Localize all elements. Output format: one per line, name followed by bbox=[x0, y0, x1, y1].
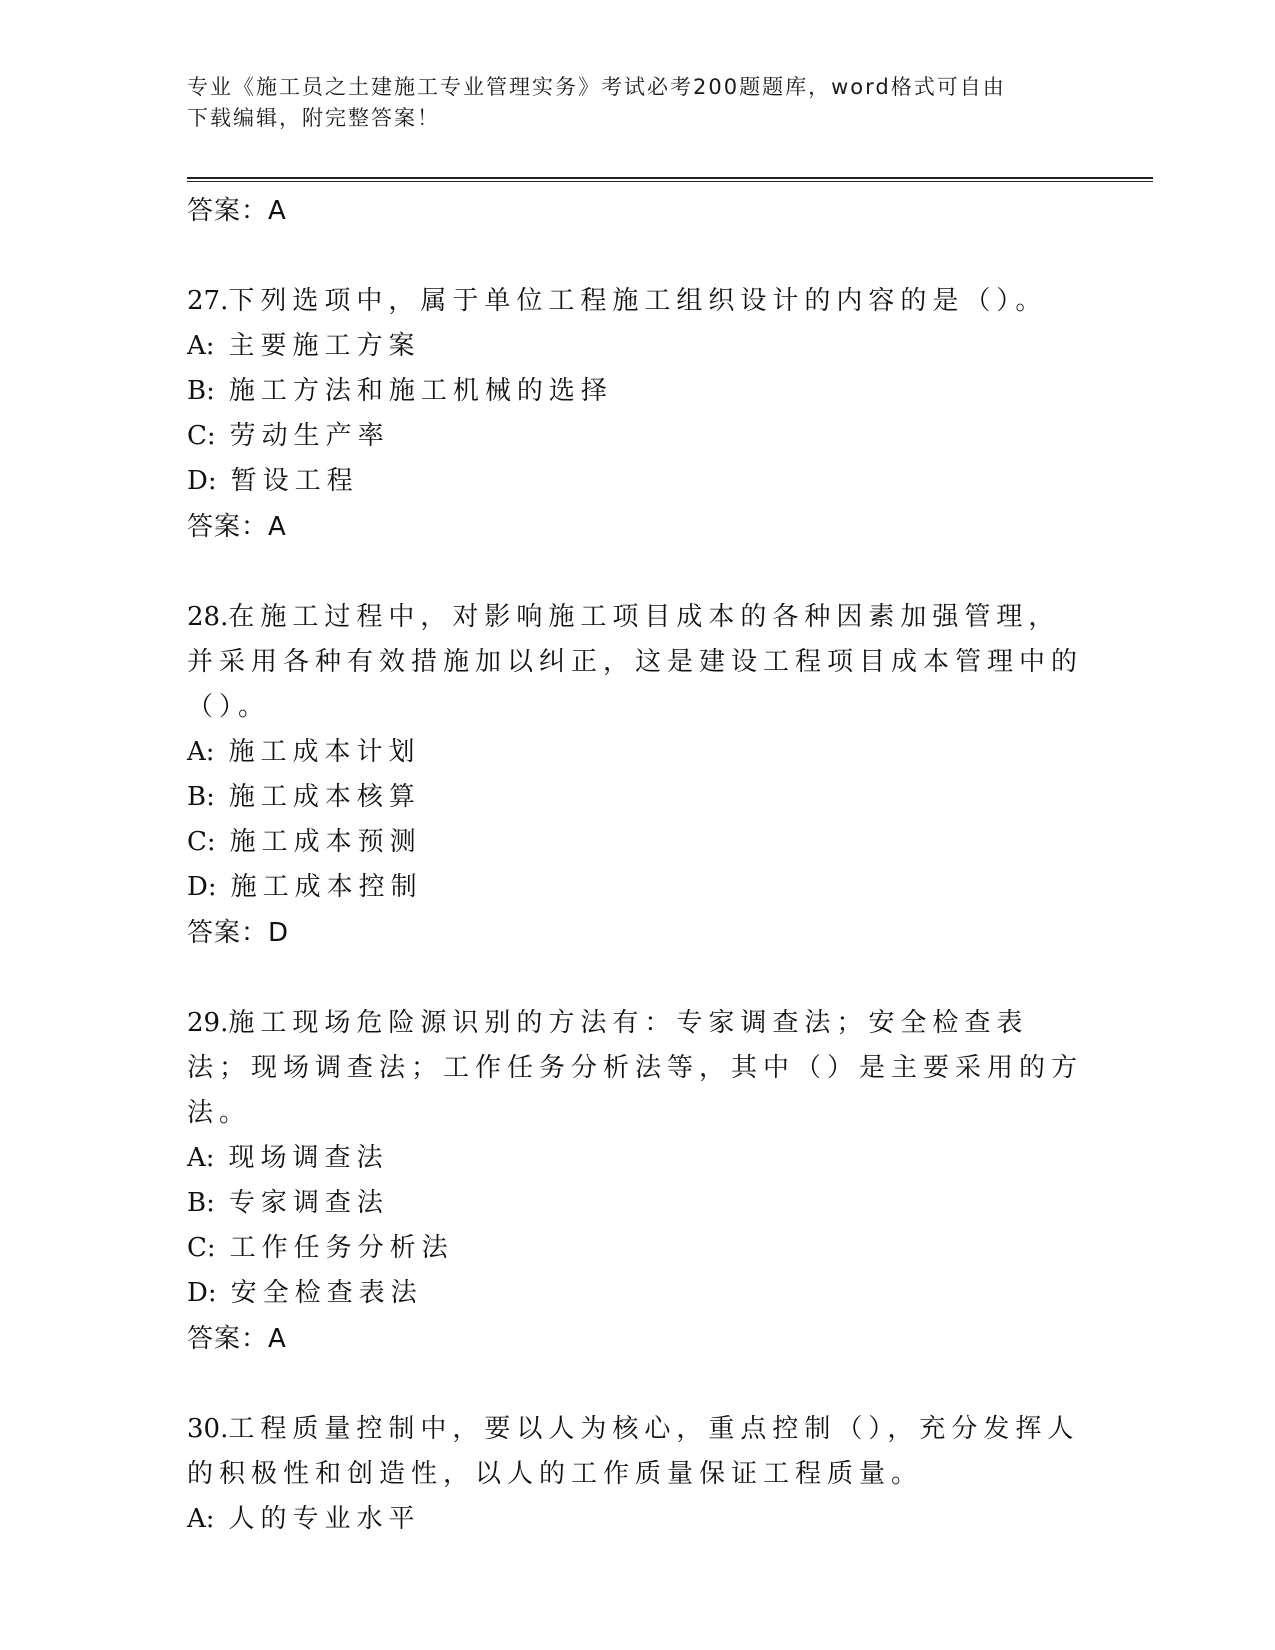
answer-value: A bbox=[268, 1324, 286, 1354]
option-c bbox=[187, 1226, 1087, 1271]
option-key: D bbox=[187, 872, 208, 902]
question-text bbox=[187, 279, 1087, 324]
option-text: 施工方法和施工机械的选择 bbox=[228, 376, 613, 406]
page-header bbox=[187, 72, 1087, 134]
option-separator: : bbox=[205, 1504, 215, 1534]
answer-value: D bbox=[268, 918, 289, 948]
option-separator: : bbox=[205, 737, 215, 767]
option-text: 劳动生产率 bbox=[229, 421, 390, 451]
option-key: D bbox=[187, 1278, 208, 1308]
option-text: 施工成本预测 bbox=[229, 827, 422, 857]
answer-label: 答案： bbox=[187, 1324, 269, 1354]
spacer bbox=[187, 550, 1087, 595]
question-stem: 工程质量控制中，要以人为核心，重点控制（），充分发挥人的积极性和创造性，以人的工作质量保证工程质量。 bbox=[187, 1414, 1080, 1489]
option-c bbox=[187, 820, 1087, 865]
question-stem: 施工现场危险源识别的方法有：专家调查法；安全检查表法；现场调查法；工作任务分析法等，其中（）是主要采用的方法。 bbox=[187, 1008, 1084, 1128]
option-key: C bbox=[187, 827, 207, 857]
option-d bbox=[187, 1271, 1087, 1316]
question-28 bbox=[187, 595, 1087, 956]
option-text: 施工成本计划 bbox=[228, 737, 421, 767]
question-text bbox=[187, 1001, 1087, 1136]
question-27 bbox=[187, 279, 1087, 550]
question-number: 27. bbox=[187, 286, 229, 316]
option-d bbox=[187, 865, 1087, 910]
answer-label: 答案： bbox=[187, 918, 269, 948]
answer-label: 答案： bbox=[187, 196, 269, 226]
question-29 bbox=[187, 1001, 1087, 1362]
option-separator: : bbox=[206, 782, 215, 812]
option-b bbox=[187, 775, 1087, 820]
option-key: B bbox=[187, 376, 207, 406]
option-separator: : bbox=[205, 1143, 215, 1173]
spacer bbox=[187, 234, 1087, 279]
option-a bbox=[187, 1497, 1087, 1542]
option-key: A bbox=[187, 737, 206, 767]
answer-line bbox=[187, 1316, 1087, 1362]
option-text: 暂设工程 bbox=[230, 466, 359, 496]
option-separator: : bbox=[206, 827, 216, 857]
option-text: 现场调查法 bbox=[228, 1143, 389, 1173]
option-text: 专家调查法 bbox=[228, 1188, 389, 1218]
option-separator: : bbox=[206, 421, 216, 451]
header-rule-thick bbox=[187, 177, 1153, 179]
option-separator: : bbox=[207, 1278, 217, 1308]
answer-value: A bbox=[268, 196, 286, 226]
question-text bbox=[187, 595, 1087, 730]
option-text: 安全检查表法 bbox=[230, 1278, 423, 1308]
option-key: C bbox=[187, 1233, 207, 1263]
question-content bbox=[187, 188, 1087, 1542]
answer-line bbox=[187, 504, 1087, 550]
option-text: 施工成本控制 bbox=[230, 872, 423, 902]
header-rule-thin bbox=[187, 181, 1153, 182]
option-key: C bbox=[187, 421, 207, 451]
answer-value: A bbox=[268, 512, 286, 542]
option-a bbox=[187, 1136, 1087, 1181]
option-key: A bbox=[187, 331, 206, 361]
header-line-1: 专业《施工员之土建施工专业管理实务》考试必考200题题库，word格式可自由 bbox=[187, 75, 1006, 99]
option-key: B bbox=[187, 782, 207, 812]
option-separator: : bbox=[207, 872, 217, 902]
question-number: 28. bbox=[187, 602, 229, 632]
option-text: 工作任务分析法 bbox=[229, 1233, 454, 1263]
question-text bbox=[187, 1407, 1087, 1497]
option-separator: : bbox=[206, 1233, 216, 1263]
option-key: B bbox=[187, 1188, 207, 1218]
answer-label: 答案： bbox=[187, 512, 269, 542]
option-a bbox=[187, 324, 1087, 369]
question-number: 30. bbox=[187, 1414, 229, 1444]
question-30 bbox=[187, 1407, 1087, 1542]
option-separator: : bbox=[207, 466, 217, 496]
question-stem: 在施工过程中，对影响施工项目成本的各种因素加强管理，并采用各种有效措施加以纠正，这是建设工程项目成本管理中的（）。 bbox=[187, 602, 1084, 722]
question-number: 29. bbox=[187, 1008, 229, 1038]
option-c bbox=[187, 414, 1087, 459]
option-b bbox=[187, 1181, 1087, 1226]
option-b bbox=[187, 369, 1087, 414]
option-key: A bbox=[187, 1504, 206, 1534]
option-separator: : bbox=[206, 376, 215, 406]
option-text: 人的专业水平 bbox=[228, 1504, 421, 1534]
spacer bbox=[187, 956, 1087, 1001]
option-separator: : bbox=[206, 1188, 215, 1218]
spacer bbox=[187, 1362, 1087, 1407]
option-a bbox=[187, 730, 1087, 775]
header-line-2: 下载编辑，附完整答案！ bbox=[187, 106, 440, 130]
option-separator: : bbox=[205, 331, 215, 361]
option-key: A bbox=[187, 1143, 206, 1173]
answer-line bbox=[187, 910, 1087, 956]
option-text: 施工成本核算 bbox=[228, 782, 421, 812]
option-d bbox=[187, 459, 1087, 504]
option-text: 主要施工方案 bbox=[228, 331, 421, 361]
question-stem: 下列选项中，属于单位工程施工组织设计的内容的是（）。 bbox=[228, 286, 1048, 316]
option-key: D bbox=[187, 466, 208, 496]
answer-line bbox=[187, 188, 1087, 234]
